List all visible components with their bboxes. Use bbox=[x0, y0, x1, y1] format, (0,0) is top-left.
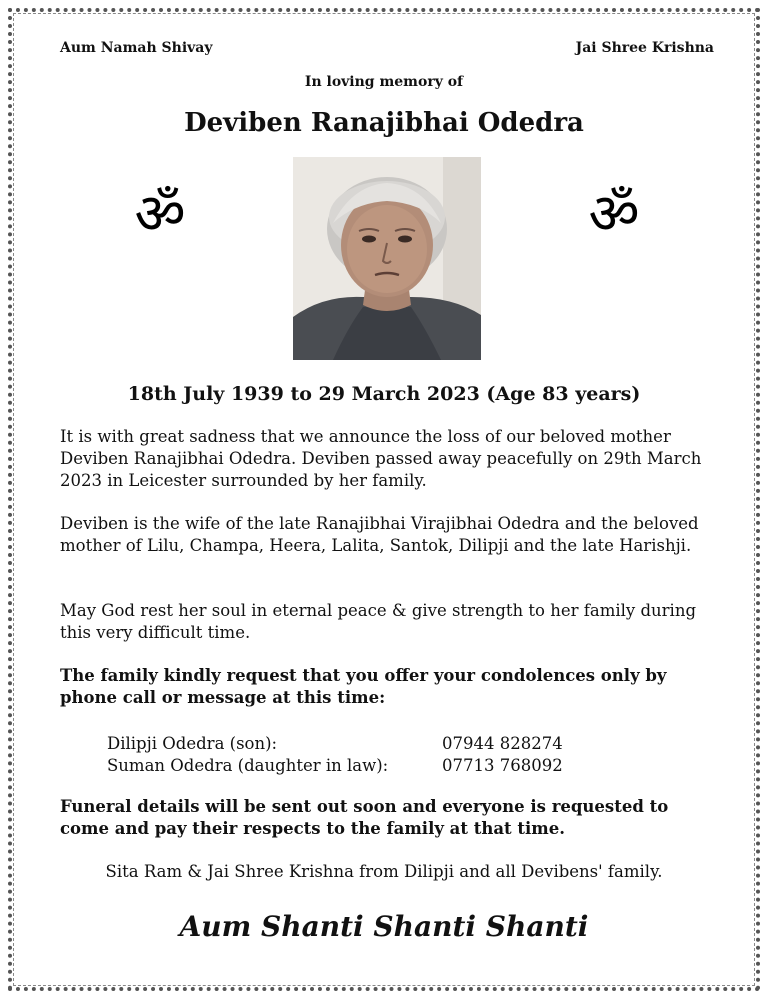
portrait-illustration bbox=[293, 157, 481, 360]
portrait-photo bbox=[293, 157, 481, 360]
om-symbol-icon: ॐ bbox=[134, 182, 186, 247]
life-dates: 18th July 1939 to 29 March 2023 (Age 83 years) bbox=[127, 383, 641, 405]
contact-name: Dilipji Odedra (son): bbox=[107, 734, 278, 753]
deceased-name: Deviben Ranajibhai Odedra bbox=[184, 108, 584, 138]
contact-phone: 07944 828274 bbox=[442, 734, 563, 753]
header-right-text: Jai Shree Krishna bbox=[575, 40, 714, 56]
header-left-text: Aum Namah Shivay bbox=[60, 40, 213, 56]
shanti-blessing: Aum Shanti Shanti Shanti bbox=[179, 910, 589, 943]
in-memory-heading: In loving memory of bbox=[304, 74, 464, 90]
condolence-request: The family kindly request that you offer your condolences only by phone call or message at this time: bbox=[60, 666, 667, 707]
om-symbol-icon: ॐ bbox=[588, 182, 640, 247]
contact-phone: 07713 768092 bbox=[442, 756, 563, 775]
family-paragraph: Deviben is the wife of the late Ranajibhai Virajibhai Odedra and the beloved mother of Lilu, Champa, Heera, Lalita, Santok, Dilipji and the late Harishji. bbox=[60, 514, 699, 555]
announcement-paragraph: It is with great sadness that we announce the loss of our beloved mother Deviben Ranajibhai Odedra. Deviben passed away peacefully on 29th March 2023 in Leicester surrounded by her family. bbox=[60, 427, 702, 490]
funeral-notice: Funeral details will be sent out soon and everyone is requested to come and pay their respects to the family at that time. bbox=[60, 797, 669, 838]
prayer-paragraph: May God rest her soul in eternal peace & give strength to her family during this very difficult time. bbox=[60, 601, 697, 642]
contact-name: Suman Odedra (daughter in law): bbox=[107, 756, 389, 775]
contact-row bbox=[107, 755, 563, 777]
contact-row bbox=[107, 733, 563, 755]
contact-list bbox=[107, 733, 563, 777]
closing-line: Sita Ram & Jai Shree Krishna from Dilipji and all Devibens' family. bbox=[105, 862, 663, 881]
